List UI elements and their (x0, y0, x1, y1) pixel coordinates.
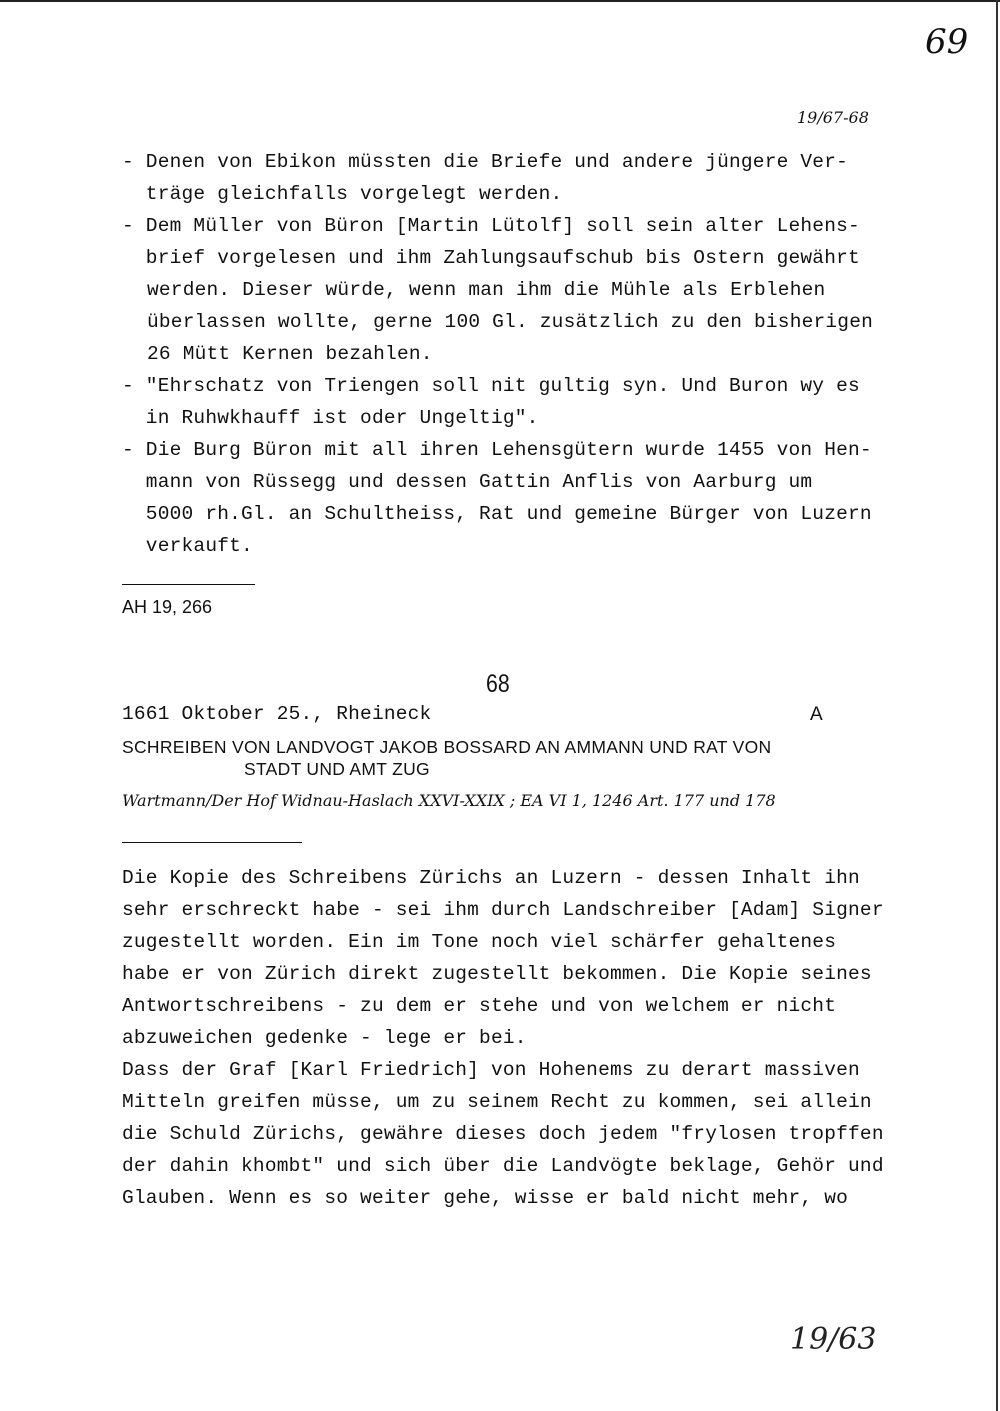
handwritten-archive-number: 19/63 (790, 1322, 877, 1357)
scan-top-border (0, 0, 1000, 2)
text-line: der dahin khombt" und sich über die Landvögte beklage, Gehör und (122, 1155, 884, 1177)
text-line: abzuweichen gedenke - lege er bei. (122, 1027, 527, 1049)
text-line: Antwortschreibens - zu dem er stehe und von welchem er nicht (122, 995, 837, 1017)
text-line: verkauft. (122, 535, 253, 557)
entry-date-place: 1661 Oktober 25., Rheineck (122, 703, 432, 725)
text-line: Die Kopie des Schreibens Zürichs an Luzern - dessen Inhalt ihn (122, 867, 860, 889)
text-line: mann von Rüssegg und dessen Gattin Anflis von Aarburg um (122, 471, 813, 493)
bullet-item (122, 370, 873, 434)
text-line: Dass der Graf [Karl Friedrich] von Hohenems zu derart massiven (122, 1059, 860, 1081)
bullet-item (122, 210, 873, 370)
text-line: zugestellt worden. Ein im Tone noch viel schärfer gehaltenes (122, 931, 837, 953)
bullet-item (122, 434, 873, 562)
entry-body (122, 862, 884, 1214)
footnote-separator (122, 584, 255, 585)
text-line: 5000 rh.Gl. an Schultheiss, Rat und gemeine Bürger von Luzern (122, 503, 872, 525)
text-line: träge gleichfalls vorgelegt werden. (122, 183, 563, 205)
handwritten-page-number: 69 (925, 22, 969, 62)
text-line: habe er von Zürich direkt zugestellt bekommen. Die Kopie seines (122, 963, 872, 985)
text-line: - Die Burg Büron mit all ihren Lehensgütern wurde 1455 von Hen- (122, 439, 872, 461)
text-line: - "Ehrschatz von Triengen soll nit gultig syn. Und Buron wy es (122, 375, 860, 397)
text-line: Glauben. Wenn es so weiter gehe, wisse er bald nicht mehr, wo (122, 1187, 849, 1209)
text-line: in Ruhwkhauff ist oder Ungeltig". (122, 407, 539, 429)
text-line: - Denen von Ebikon müssten die Briefe und andere jüngere Ver- (122, 151, 849, 173)
citation-separator (122, 842, 302, 843)
entry-number: 68 (486, 670, 510, 698)
text-line: 26 Mütt Kernen bezahlen. (147, 343, 433, 365)
text-line: die Schuld Zürichs, gewähre dieses doch jedem "frylosen tropffen (122, 1123, 884, 1145)
bullet-list (122, 146, 873, 562)
entry-citation: Wartmann/Der Hof Widnau-Haslach XXVI-XXIX ; EA VI 1, 1246 Art. 177 und 178 (122, 791, 776, 810)
text-line: Mitteln greifen müsse, um zu seinem Recht zu kommen, sei allein (122, 1091, 872, 1113)
text-line: werden. Dieser würde, wenn man ihm die Mühle als Erblehen (147, 279, 826, 301)
entry-classification: A (810, 704, 823, 725)
entry-title: SCHREIBEN VON LANDVOGT JAKOB BOSSARD AN AMMANN UND RAT VON (122, 737, 772, 757)
text-line: überlassen wollte, gerne 100 Gl. zusätzlich zu den bisherigen (147, 311, 874, 333)
entry-title-continuation: STADT UND AMT ZUG (244, 759, 430, 779)
scan-right-border (996, 0, 998, 1411)
text-line: - Dem Müller von Büron [Martin Lütolf] soll sein alter Lehens- (122, 215, 860, 237)
source-reference: AH 19, 266 (122, 597, 213, 617)
text-line: sehr erschreckt habe - sei ihm durch Landschreiber [Adam] Signer (122, 899, 884, 921)
bullet-item (122, 146, 873, 210)
reference-number: 19/67-68 (797, 108, 869, 127)
text-line: brief vorgelesen und ihm Zahlungsaufschub bis Ostern gewährt (122, 247, 860, 269)
